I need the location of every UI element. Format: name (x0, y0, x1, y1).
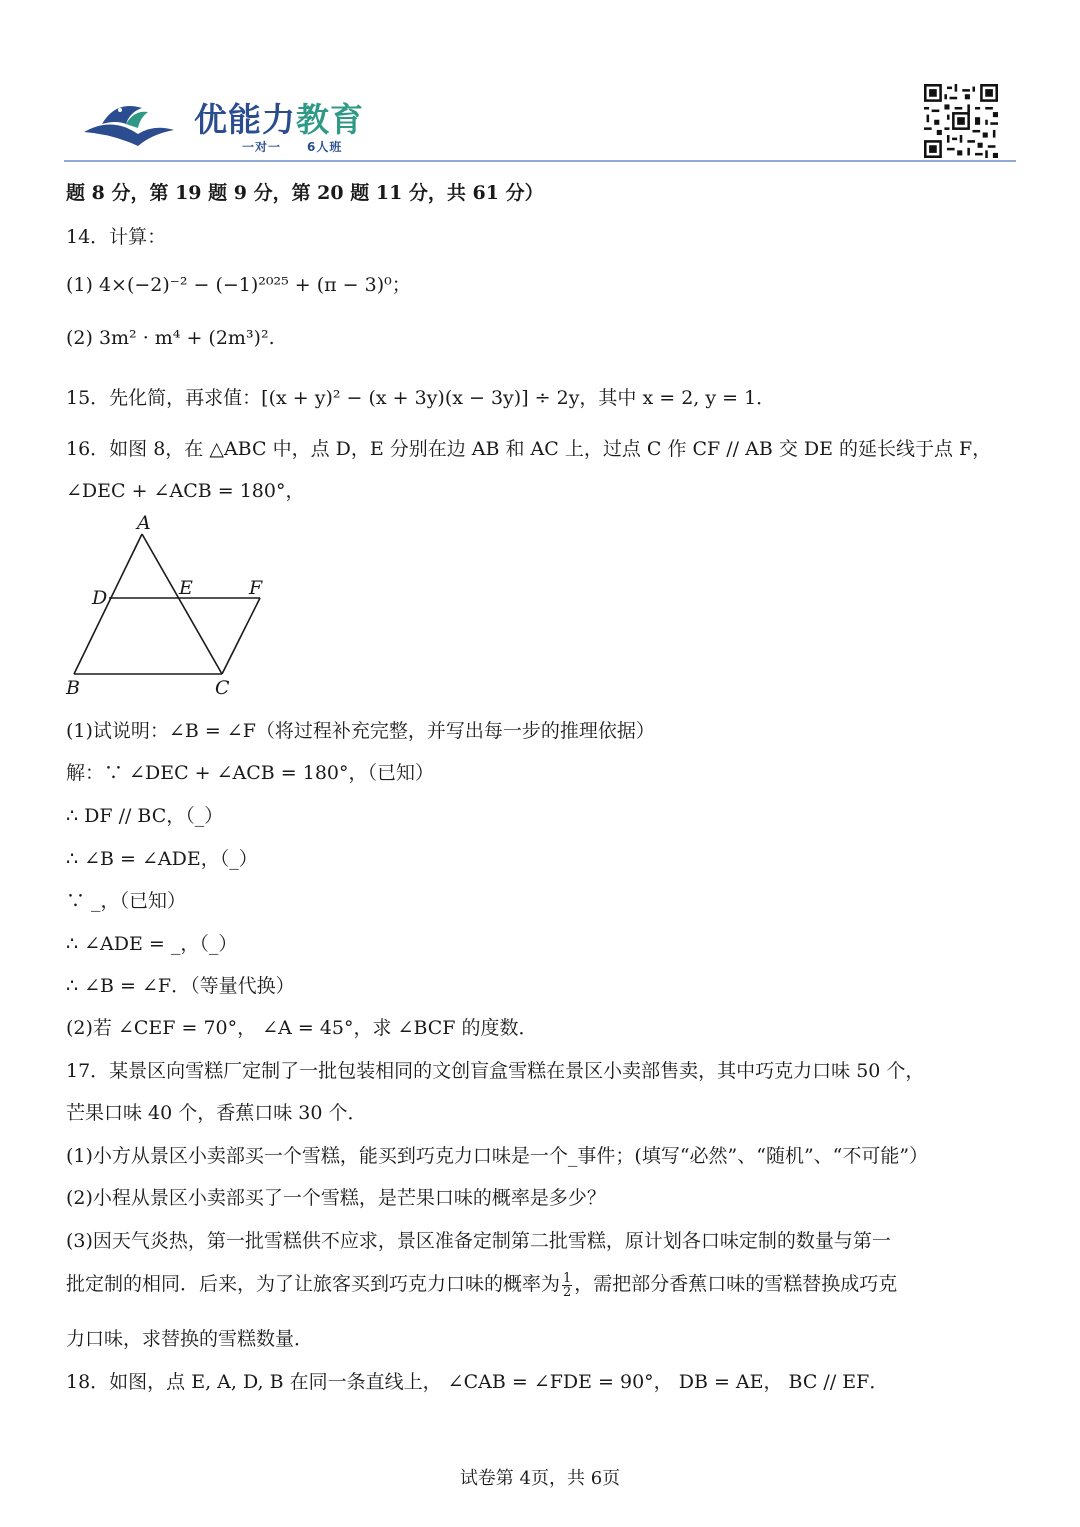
proof-step-6: ∴ ∠B = ∠F．（等量代换） (66, 975, 295, 997)
question-14-title: 14．计算： (66, 226, 167, 248)
question-18: 18．如图，点 E, A, D, B 在同一条直线上， ∠CAB = ∠FDE = 90°， DB = AE， BC // EF． (66, 1371, 889, 1393)
label-D: D (92, 587, 108, 609)
proof-step-4: ∵ _，（已知） (66, 890, 187, 912)
label-E: E (179, 577, 193, 599)
question-14-part2: (2) 3m² · m⁴ + (2m³)². (66, 327, 275, 349)
question-14-part1: (1) 4×(−2)⁻² − (−1)²⁰²⁵ + (π − 3)⁰； (66, 274, 411, 296)
question-17-part2: (2)小程从景区小卖部买了一个雪糕，是芒果口味的概率是多少？ (66, 1187, 606, 1209)
brand-logo (82, 90, 382, 160)
question-16-part1: (1)试说明：∠B = ∠F（将过程补充完整，并写出每一步的推理依据） (66, 720, 655, 742)
page-footer: 试卷第 4页，共 6页 (459, 1468, 621, 1489)
question-17-part3-line3: 力口味，求替换的雪糕数量． (66, 1328, 314, 1350)
page-header (64, 80, 1016, 162)
segment-AC (142, 534, 222, 674)
segment-AB (74, 534, 142, 674)
label-A: A (137, 512, 151, 534)
brand-name: 优能力教育 (194, 100, 364, 139)
qr-code-icon (924, 84, 998, 158)
question-16-condition: ∠DEC + ∠ACB = 180°， (66, 480, 305, 502)
proof-step-1: 解：∵ ∠DEC + ∠ACB = 180°，（已知） (66, 762, 435, 784)
label-C: C (215, 677, 230, 699)
geometry-figure-8 (64, 512, 280, 702)
header-divider (64, 160, 1016, 162)
question-16-part2: (2)若 ∠CEF = 70°， ∠A = 45°，求 ∠BCF 的度数． (66, 1017, 538, 1039)
proof-step-3: ∴ ∠B = ∠ADE，（_） (66, 848, 258, 870)
proof-step-5: ∴ ∠ADE = _，（_） (66, 933, 238, 955)
question-17-part3-line1: (3)因天气炎热，第一批雪糕供不应求，景区准备定制第二批雪糕，原计划各口味定制的数量与第一 (66, 1230, 891, 1252)
book-bird-icon (82, 94, 182, 154)
section-header-text: 题 8 分，第 19 题 9 分，第 20 题 11 分，共 61 分） (66, 182, 544, 204)
question-17-part1: (1)小方从景区小卖部买一个雪糕，能买到巧克力口味是一个_事件；(填写“必然”、“随机”、“不可能”） (66, 1145, 929, 1167)
question-15: 15．先化简，再求值：[(x + y)² − (x + 3y)(x − 3y)] ÷ 2y，其中 x = 2, y = 1． (66, 387, 776, 409)
question-17-line2: 芒果口味 40 个，香蕉口味 30 个． (66, 1102, 367, 1124)
label-B: B (66, 677, 80, 699)
question-17-line1: 17．某景区向雪糕厂定制了一批包装相同的文创盲盒雪糕在景区小卖部售卖，其中巧克力口味 50 个， (66, 1060, 925, 1082)
label-F: F (249, 577, 263, 599)
fraction-one-half: $\frac{1}{2}$ (563, 1270, 572, 1300)
proof-step-2: ∴ DF // BC，（_） (66, 805, 224, 827)
brand-subtitle: 一对一 6人班 (242, 140, 343, 154)
segment-CF (222, 598, 260, 674)
question-17-part3-line2: 批定制的相同．后来，为了让旅客买到巧克力口味的概率为 $\frac{1}{2}$ ，需把部分香蕉口味的雪糕替换成巧克 (66, 1270, 898, 1300)
question-16-title: 16．如图 8，在 △ABC 中，点 D，E 分别在边 AB 和 AC 上，过点 C 作 CF // AB 交 DE 的延长线于点 F， (66, 438, 992, 460)
